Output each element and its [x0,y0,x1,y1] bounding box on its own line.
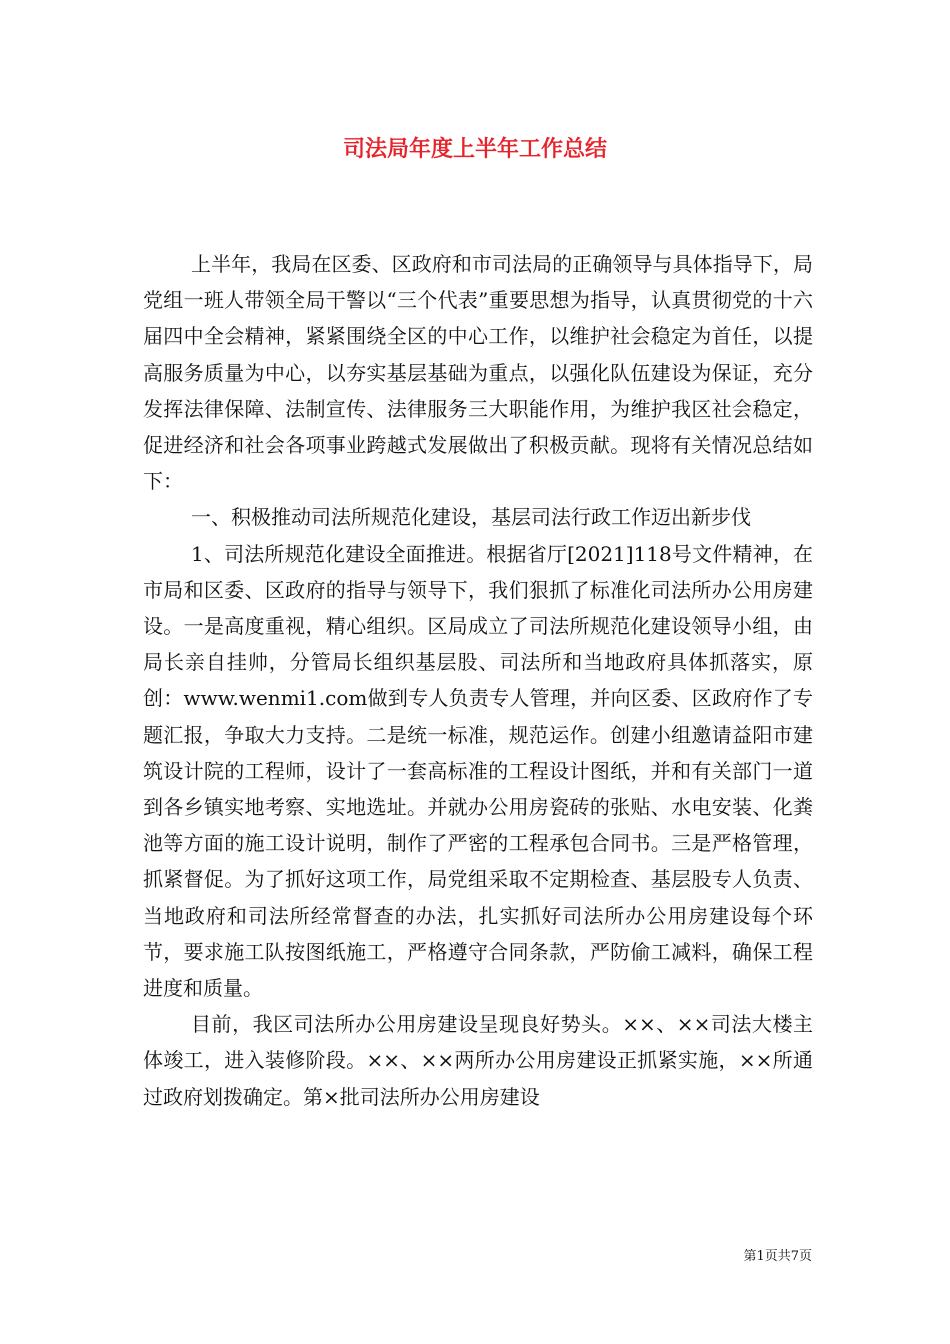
document-body [143,246,813,1115]
paragraph-item-1: 1、司法所规范化建设全面推进。根据省厅[2021]118号文件精神，在市局和区委、区政府的指导与领导下，我们狠抓了标准化司法所办公用房建设。一是高度重视，精心组织。区局成立了司法所规范化建设领导小组，由局长亲自挂帅，分管局长组织基层股、司法所和当地政府具体抓落实，原创：www.wenmi1.com做到专人负责专人管理，并向区委、区政府作了专题汇报，争取大力支持。二是统一标准，规范运作。创建小组邀请益阳市建筑设计院的工程师，设计了一套高标准的工程设计图纸，并和有关部门一道到各乡镇实地考察、实地选址。并就办公用房瓷砖的张贴、水电安装、化粪池等方面的施工设计说明，制作了严密的工程承包合同书。三是严格管理，抓紧督促。为了抓好这项工作，局党组采取不定期检查、基层股专人负责、当地政府和司法所经常督查的办法，扎实抓好司法所办公用房建设每个环节，要求施工队按图纸施工，严格遵守合同条款，严防偷工减料，确保工程进度和质量。 [143,541,813,1001]
page-number: 第1页共7页 [743,1249,812,1264]
section-heading-1: 一、积极推动司法所规范化建设，基层司法行政工作迈出新步伐 [191,505,751,530]
paragraph-intro: 上半年，我局在区委、区政府和市司法局的正确领导与具体指导下，局党组一班人带领全局干警以“三个代表”重要思想为指导，认真贯彻党的十六届四中全会精神，紧紧围绕全区的中心工作，以维护社会稳定为首任，以提高服务质量为中心，以夯实基层基础为重点，以强化队伍建设为保证，充分发挥法律保障、法制宣传、法律服务三大职能作用，为维护我区社会稳定，促进经济和社会各项事业跨越式发展做出了积极贡献。现将有关情况总结如下： [143,252,813,494]
document-title: 司法局年度上半年工作总结 [342,136,607,162]
paragraph-current-status: 目前，我区司法所办公用房建设呈现良好势头。××、××司法大楼主体竣工，进入装修阶段。××、××两所办公用房建设正抓紧实施，××所通过政府划拨确定。第×批司法所办公用房建设 [143,1012,813,1109]
